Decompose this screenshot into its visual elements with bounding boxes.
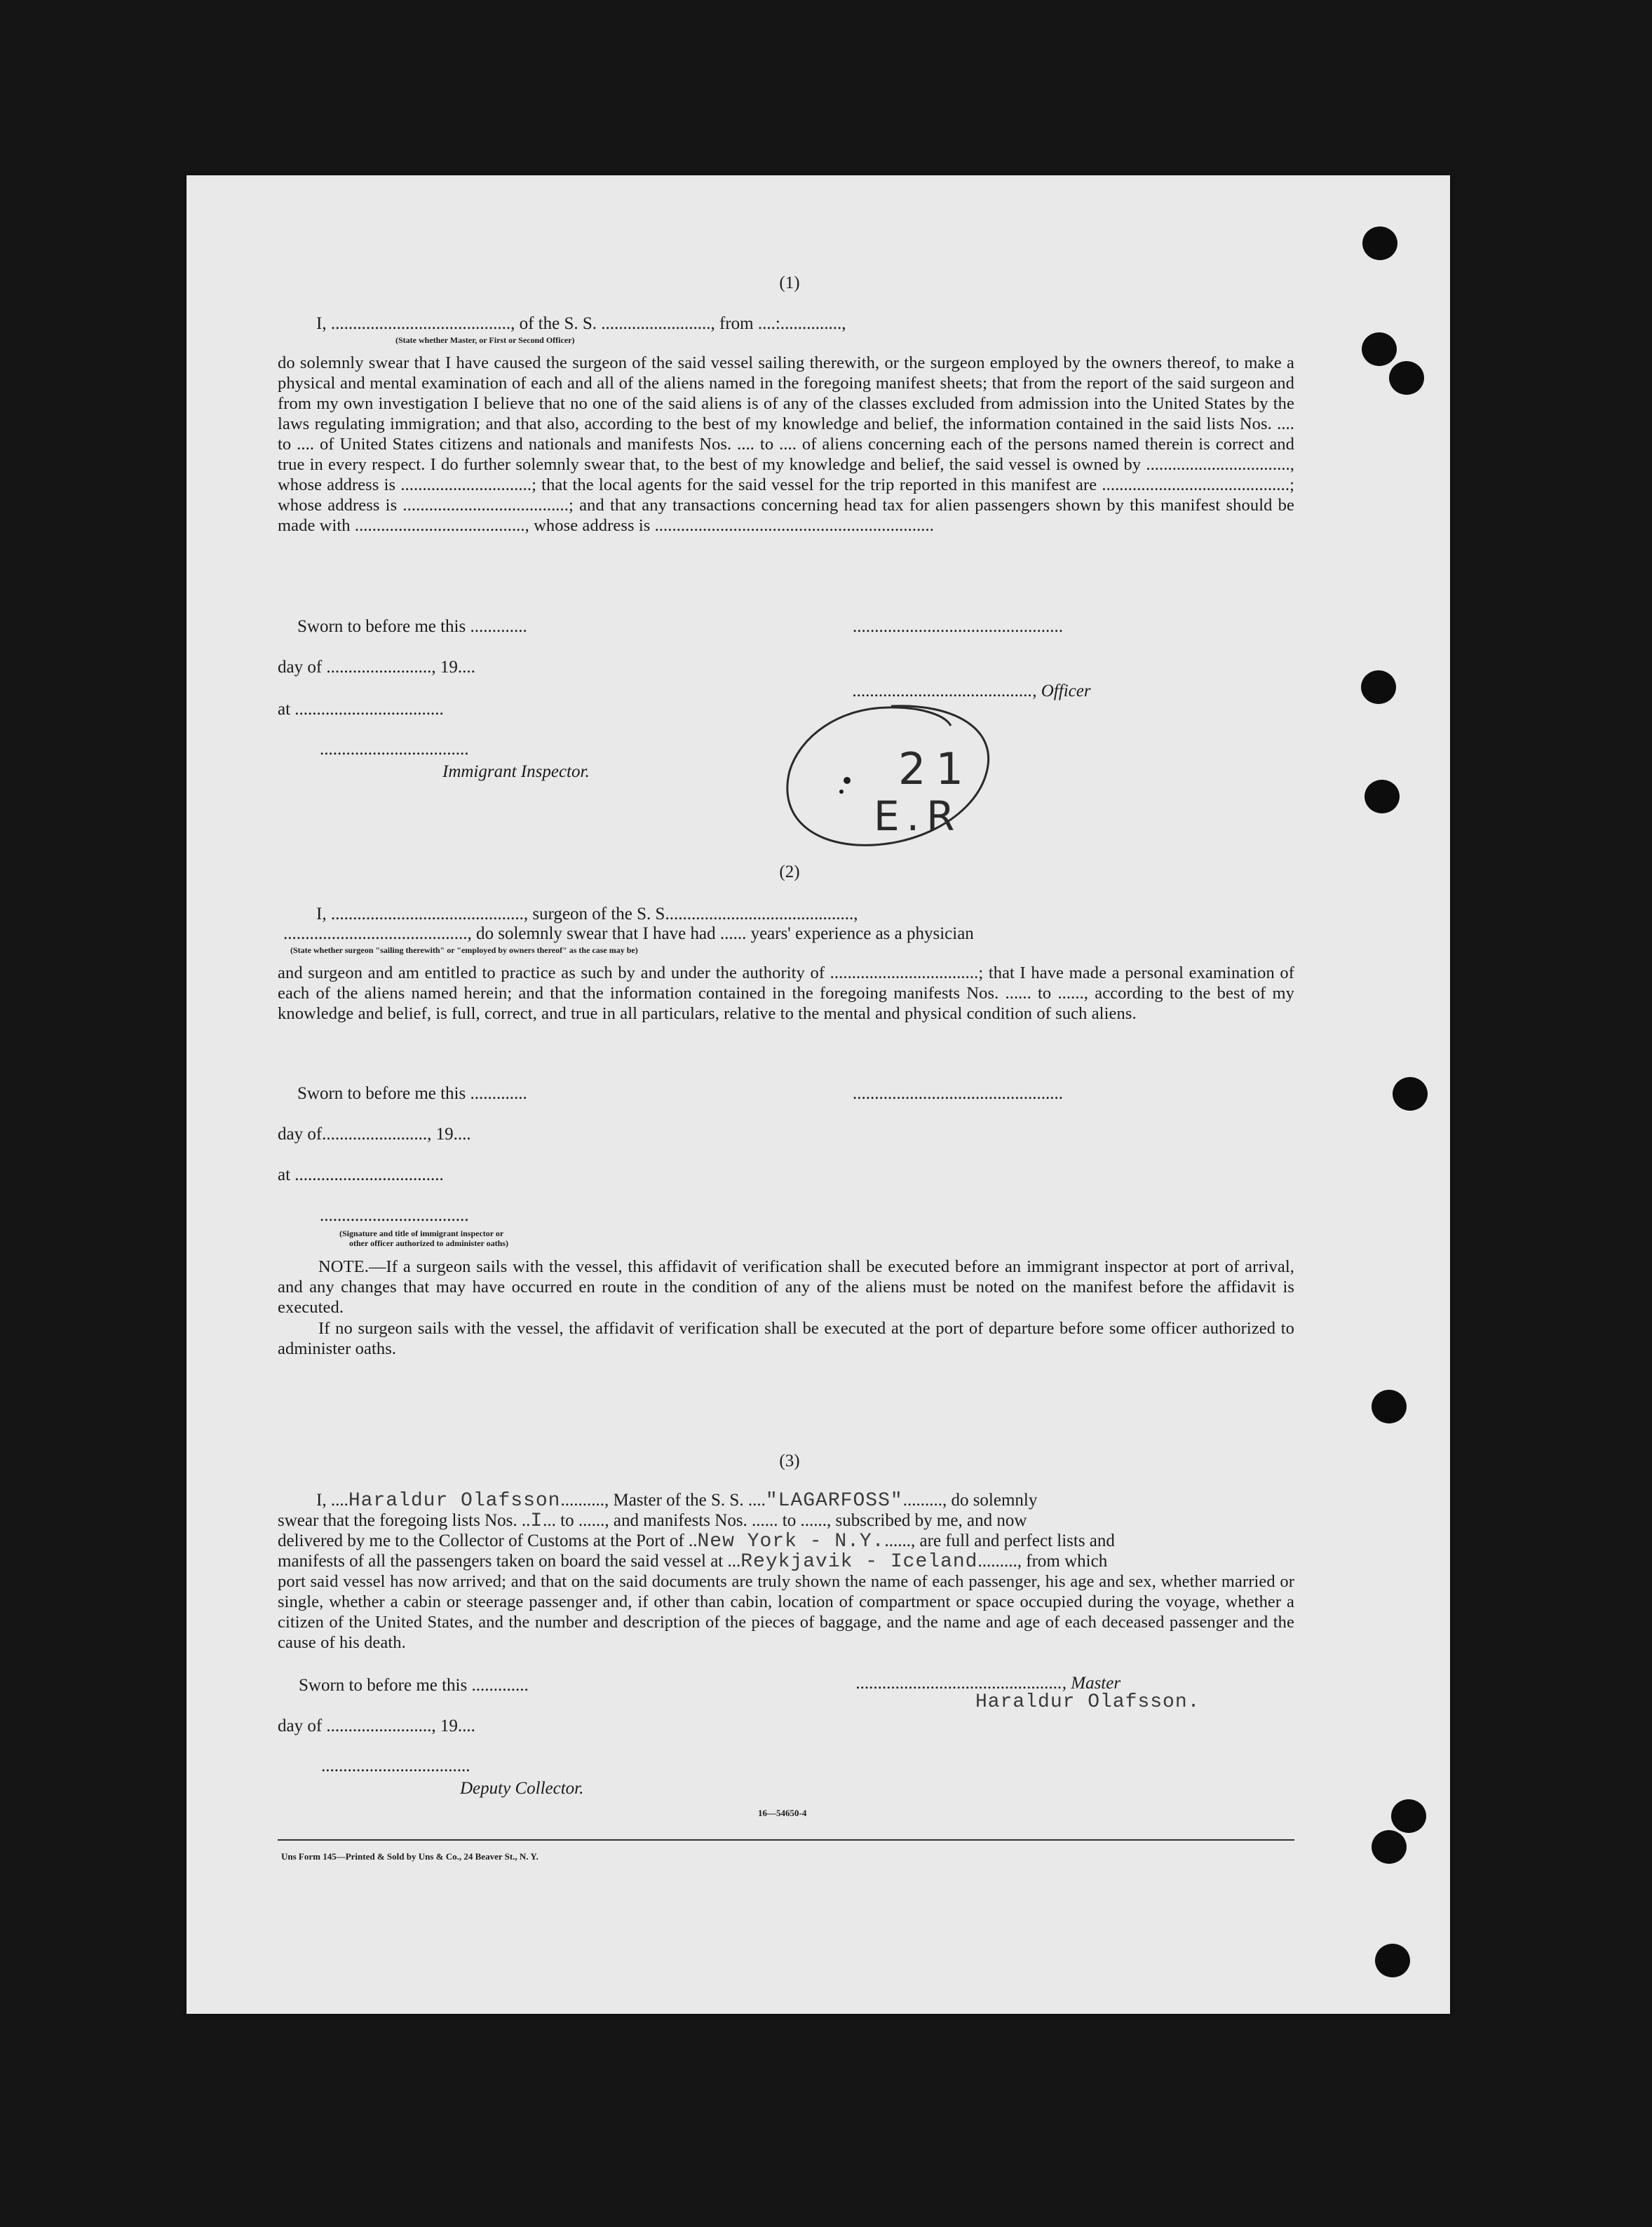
affidavit-3-body: port said vessel has now arrived; and that on the said documents are truly shown the name of each passenger, his age and sex, whether married or single, whether a cabin or steerage passenger and, if other than cabin, location of compartment or space occupied during the voyage, whether a citizen of the United States, and the number and description of the pieces of baggage, and the name and age of each deceased passenger and the cause of his death. xyxy=(278,1572,1294,1652)
day-line-3: day of ........................, 19.... xyxy=(278,1717,475,1735)
signature-note-line-2: other officer authorized to administer oaths) xyxy=(349,1238,508,1248)
section-number-1: (1) xyxy=(779,273,800,292)
punch-hole-3 xyxy=(1389,361,1424,395)
no-surgeon-note: If no surgeon sails with the vessel, the affidavit of verification shall be executed at the port of departure before some officer authorized to administer oaths. xyxy=(278,1319,1294,1358)
sworn-line-3: Sworn to before me this ............. xyxy=(299,1676,529,1695)
inspector-signature-dots: .................................. xyxy=(320,740,469,759)
lists-to-text: ... to ......, and manifests Nos. ...... to ......, subscribed by me, and now xyxy=(543,1511,1027,1530)
printer-imprint: Uns Form 145—Printed & Sold by Uns & Co., 24 Beaver St., N. Y. xyxy=(281,1851,539,1862)
deputy-collector-label: Deputy Collector. xyxy=(460,1779,584,1798)
oath-master-text: .........., Master of the S. S. .... xyxy=(560,1491,766,1510)
surgeon-note-paragraph: NOTE.—If a surgeon sails with the vessel, this affidavit of verification shall be executed before an immigrant inspector at port of arrival, and any changes that may have occurred en route in the condition of any of the aliens must be noted on the manifest before the affidavit is executed. xyxy=(278,1257,1294,1317)
punch-hole-10 xyxy=(1375,1944,1410,1977)
embark-port-typed: Reykjavik - Iceland xyxy=(740,1551,978,1573)
immigrant-inspector-label: Immigrant Inspector. xyxy=(442,762,590,781)
officer-signature-dots: ................................................ xyxy=(853,617,1063,636)
punch-hole-8 xyxy=(1391,1799,1426,1833)
port-typed: New York - N.Y. xyxy=(697,1531,885,1552)
signature-note-line-1: (Signature and title of immigrant inspector or xyxy=(339,1228,504,1238)
embark-text: manifests of all the passengers taken on board the said vessel at ... xyxy=(278,1552,741,1571)
surgeon-note: (State whether surgeon "sailing therewith" or "employed by owners thereof" as the case may be) xyxy=(290,945,638,955)
lists-text: swear that the foregoing lists Nos. .. xyxy=(278,1511,531,1530)
master-oath-line xyxy=(316,1490,1037,1512)
port-line xyxy=(278,1531,1115,1552)
day-line-1: day of ........................, 19.... xyxy=(278,658,475,677)
affidavit-1-body: do solemnly swear that I have caused the surgeon of the said vessel sailing therewith, or the surgeon employed by the owners thereof, to make a physical and mental examination of each and all of the aliens named in the foregoing manifest sheets; that from the report of the said surgeon and from my own investigation I believe that no one of the said aliens is of any of the classes excluded from admission into the United States by the laws regulating immigration; and that also, according to the best of my knowledge and belief, the information contained in the said lists Nos. .... to .... of United States citizens and nationals and manifests Nos. .... to .... of aliens concerning each of the persons named therein is correct and true in every respect. I do further solemnly swear that, to the best of my knowledge and belief, the said vessel is owned by ................................., whose address is ..............................; that the local agents for the said vessel for the trip reported in this manifest are ...........................................; whose address is ......................................; and that any transactions concerning head tax for alien passengers shown by this manifest should be made with ......................................., whose address is ................................................................ xyxy=(278,353,1294,535)
at-line-2: at .................................. xyxy=(278,1165,444,1184)
punch-hole-5 xyxy=(1365,780,1400,813)
oath-prefix: I, .... xyxy=(316,1491,348,1510)
master-name-typed: Haraldur Olafsson xyxy=(348,1490,561,1512)
day-line-2: day of........................, 19.... xyxy=(278,1125,471,1144)
sworn-line-2: Sworn to before me this ............. xyxy=(297,1084,527,1103)
surgeon-line: I, ............................................, surgeon of the S. S..........................................., xyxy=(316,905,858,923)
ship-name-typed: "LAGARFOSS" xyxy=(765,1490,903,1512)
embark-line xyxy=(278,1551,1107,1573)
master-signature-line: ..............................................., Master xyxy=(856,1674,1121,1693)
inspector-signature-dots-2: .................................. xyxy=(320,1206,469,1225)
form-code: 16—54650-4 xyxy=(758,1808,807,1818)
section-number-2: (2) xyxy=(779,862,800,881)
punch-hole-1 xyxy=(1362,226,1397,260)
surgeon-signature-dots: ................................................ xyxy=(853,1084,1063,1103)
affidavit-2-body: and surgeon and am entitled to practice as such by and under the authority of ..................................; that I have made a personal examination of each of the aliens named herein; and that the information contained in the foregoing manifests Nos. ...... to ......, according to the best of my knowledge and belief, is full, correct, and true in all particulars, relative to the mental and physical condition of such aliens. xyxy=(278,963,1294,1023)
oath-solemnly-text: ........., do solemnly xyxy=(902,1491,1038,1510)
annotation-number: 21 xyxy=(898,743,973,794)
embark-which-text: ........., from which xyxy=(977,1552,1108,1571)
manifest-page xyxy=(187,175,1450,2014)
master-signature-typed: Haraldur Olafsson. xyxy=(975,1691,1200,1713)
punch-hole-6 xyxy=(1393,1077,1428,1111)
port-full-text: ......, are full and perfect lists and xyxy=(884,1531,1115,1550)
footer-rule xyxy=(278,1839,1294,1841)
punch-hole-7 xyxy=(1372,1390,1407,1423)
list-number-typed: I xyxy=(530,1510,543,1532)
officer-line: I, ........................................., of the S. S. ........................., from ....:.............., xyxy=(316,314,846,333)
punch-hole-4 xyxy=(1361,670,1396,704)
collector-signature-dots: .................................. xyxy=(321,1756,470,1775)
officer-note: (State whether Master, or First or Second Officer) xyxy=(395,335,575,345)
section-number-3: (3) xyxy=(779,1451,800,1470)
lists-line xyxy=(278,1510,1027,1532)
at-line-1: at .................................. xyxy=(278,700,444,719)
officer-signature-line: ........................................., Officer xyxy=(853,682,1091,700)
surgeon-experience-line: .........................................., do solemnly swear that I have had ...... years' experience as a physician xyxy=(283,924,974,943)
punch-hole-9 xyxy=(1372,1830,1407,1864)
port-text: delivered by me to the Collector of Customs at the Port of .. xyxy=(278,1531,698,1550)
punch-hole-2 xyxy=(1362,332,1397,366)
annotation-initials: E.R xyxy=(874,792,962,840)
sworn-line-1: Sworn to before me this ............. xyxy=(297,617,527,636)
